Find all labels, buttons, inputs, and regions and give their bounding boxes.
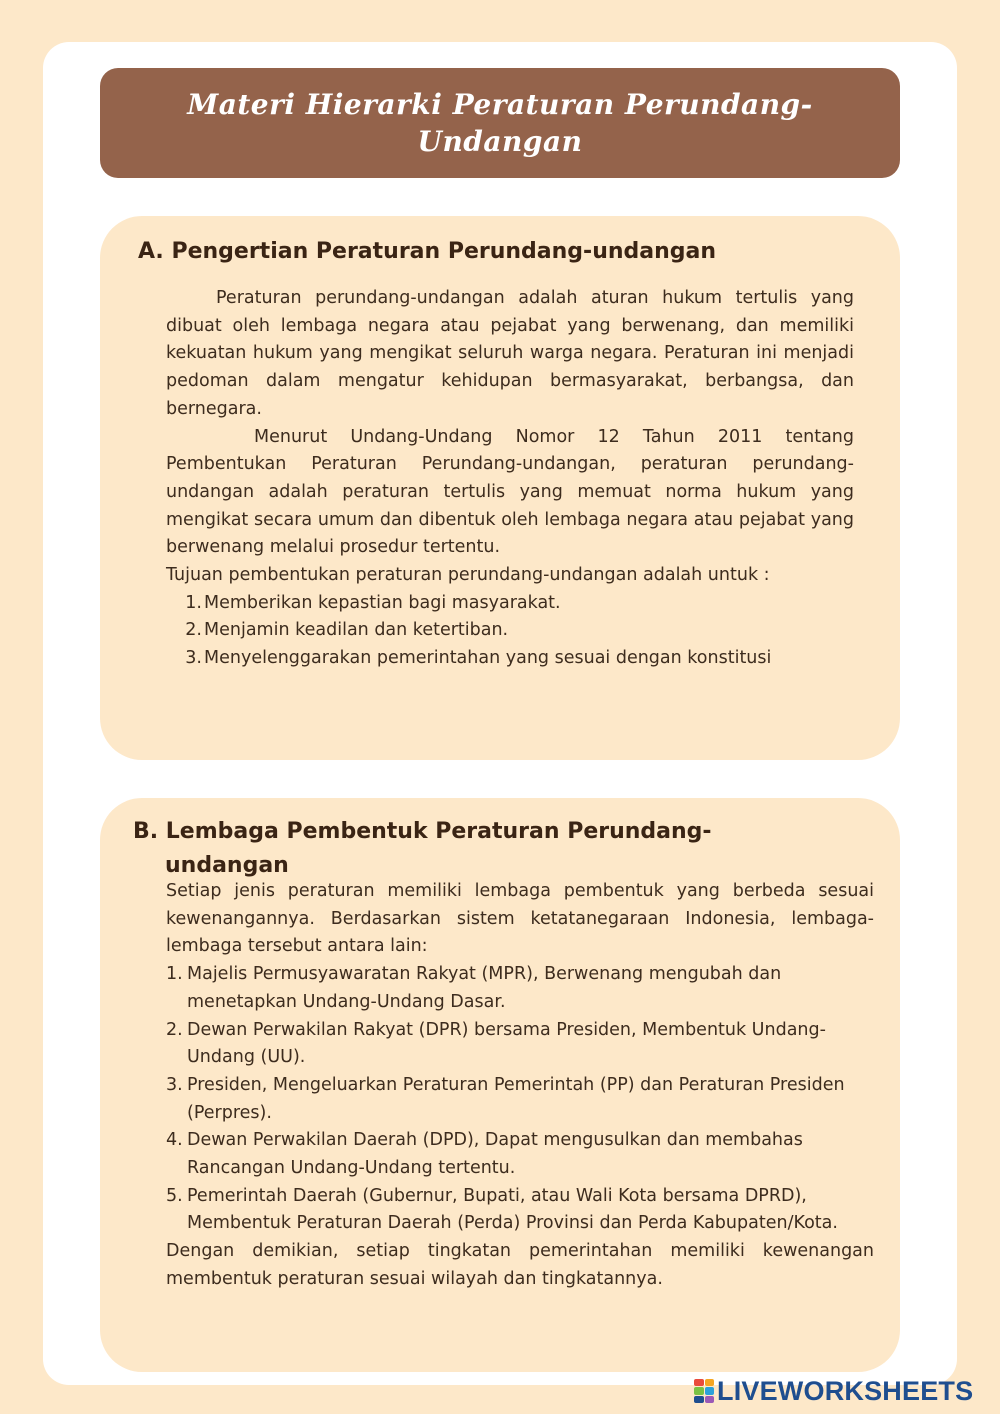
liveworksheets-logo[interactable] [694,1376,973,1406]
section-a-paragraph-3: Tujuan pembentukan peraturan perundang-undangan adalah untuk : [166,565,770,586]
list-item [168,590,854,618]
section-b-closing: Dengan demikian, setiap tingkatan pemerintahan memiliki kewenangan membentuk peraturan sesuai wilayah dan tingkatannya. [166,1241,874,1289]
page-title: Materi Hierarki Peraturan Perundang-Undangan [187,88,813,158]
list-item-number: 2. [166,1019,183,1040]
list-item-number: 1. [185,592,202,613]
section-b-heading [133,815,773,883]
list-item [168,617,854,645]
list-item-number: 5. [166,1185,183,1206]
list-item-text: Pemerintah Daerah (Gubernur, Bupati, atau Wali Kota bersama DPRD), Membentuk Peraturan Daerah (Perda) Provinsi dan Perda Kabupaten/Kota. [187,1185,838,1234]
list-item-number: 3. [185,648,202,669]
list-item-text: Menjamin keadilan dan ketertiban. [204,620,509,641]
list-item-number: 2. [185,620,202,641]
section-b-intro: Setiap jenis peraturan memiliki lembaga pembentuk yang berbeda sesuai kewenangannya. Berdasarkan sistem ketatanegaraan Indonesia, lembaga-lembaga tersebut antara lain: [166,881,874,957]
list-item-number: 4. [166,1130,183,1151]
list-item-text: Dewan Perwakilan Daerah (DPD), Dapat mengusulkan dan membahas Rancangan Undang-Undang tertentu. [187,1130,803,1179]
section-a-paragraph-1: Peraturan perundang-undangan adalah aturan hukum tertulis yang dibuat oleh lembaga negara atau pejabat yang berwenang, dan memiliki kekuatan hukum yang mengikat seluruh warga negara. Peraturan ini menjadi pedoman dalam mengatur kehidupan bermasyarakat, berbangsa, dan bernegara. [166,288,854,419]
section-a-card [100,216,900,760]
section-b-heading-line-2: undangan [165,853,289,878]
list-item [166,1183,874,1238]
title-banner [100,68,900,178]
institutions-list [166,961,874,1238]
section-b-body [166,878,874,1294]
list-item [166,1127,874,1182]
section-a-body [166,285,854,673]
list-item-text: Majelis Permusyawaratan Rakyat (MPR), Berwenang mengubah dan menetapkan Undang-Undang Dasar. [187,964,782,1012]
list-item-text: Presiden, Mengeluarkan Peraturan Pemerintah (PP) dan Peraturan Presiden (Perpres). [187,1074,845,1123]
list-item [166,961,874,1016]
list-item-text: Dewan Perwakilan Rakyat (DPR) bersama Presiden, Membentuk Undang-Undang (UU). [187,1019,826,1068]
goals-list [166,590,854,673]
list-item [168,645,854,673]
section-a-paragraph-2: Menurut Undang-Undang Nomor 12 Tahun 2011 tentang Pembentukan Peraturan Perundang-undangan, peraturan perundang-undangan adalah peraturan tertulis yang memuat norma hukum yang mengikat secara umum dan dibentuk oleh lembaga negara atau pejabat yang berwenang melalui prosedur tertentu. [166,426,854,558]
list-item-number: 1. [166,964,183,985]
section-b-card [100,798,900,1372]
list-item [166,1017,874,1072]
list-item-text: Memberikan kepastian bagi masyarakat. [204,592,561,613]
section-a-heading: A. Pengertian Peraturan Perundang-undangan [138,239,717,264]
list-item-text: Menyelenggarakan pemerintahan yang sesuai dengan konstitusi [204,648,772,669]
section-b-heading-line-1: B. Lembaga Pembentuk Peraturan Perundang- [133,819,712,844]
liveworksheets-logo-text: LIVEWORKSHEETS [717,1375,974,1406]
liveworksheets-logo-icon [694,1379,714,1403]
list-item-number: 3. [166,1074,183,1095]
list-item [166,1072,874,1127]
